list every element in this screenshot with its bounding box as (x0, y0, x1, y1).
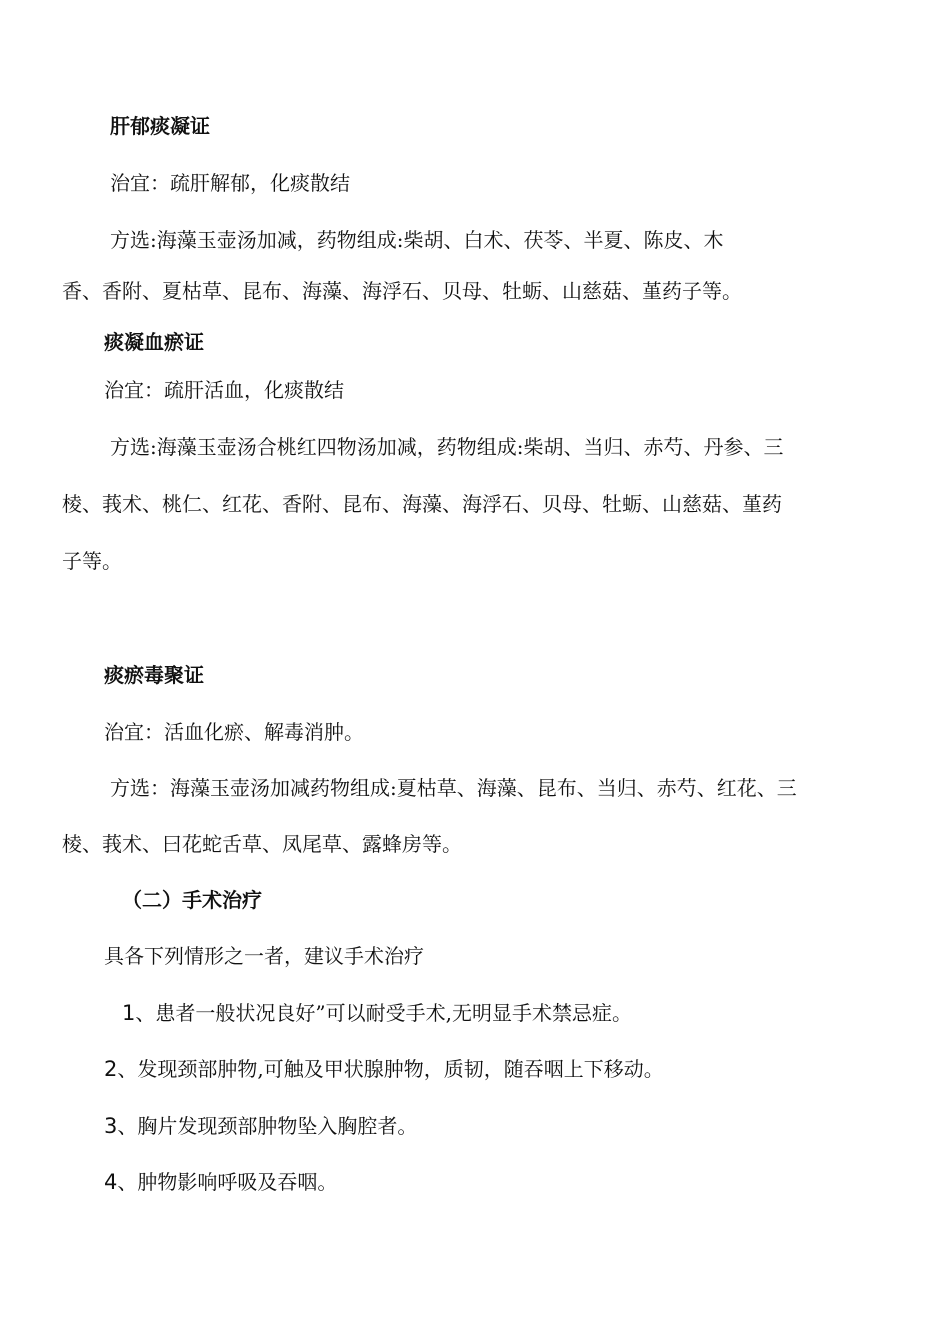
prescription-line: 棱、莪术、曰花蛇舌草、凤尾草、露蜂房等。 (62, 832, 462, 856)
list-item (104, 1055, 664, 1083)
prescription-line: 方选：海藻玉壶汤加减药物组成:夏枯草、海藻、昆布、当归、赤芍、红花、三 (110, 776, 797, 800)
surgery-intro: 具各下列情形之一者，建议手术治疗 (104, 944, 424, 968)
list-item-number: 2 (104, 1057, 118, 1081)
list-item-number: 4 (104, 1170, 118, 1194)
treatment-principle: 治宜：活血化瘀、解毒消肿。 (104, 720, 364, 744)
prescription-line: 方选:海藻玉壶汤合桃红四物汤加减，药物组成:柴胡、当归、赤芍、丹参、三 (110, 435, 784, 459)
prescription-line: 方选:海藻玉壶汤加减，药物组成:柴胡、白术、茯苓、半夏、陈皮、木 (110, 228, 724, 252)
subsection-heading: （二）手术治疗 (122, 888, 262, 912)
section-heading: 肝郁痰凝证 (110, 114, 210, 138)
list-item (104, 1168, 337, 1196)
prescription-line: 子等。 (62, 549, 122, 573)
prescription-line: 香、香附、夏枯草、昆布、海藻、海浮石、贝母、牡蛎、山慈菇、堇药子等。 (62, 279, 742, 303)
section-heading: 痰凝血瘀证 (104, 330, 204, 354)
list-item-number: 3 (104, 1114, 118, 1138)
list-item-text: 、发现颈部肿物,可触及甲状腺肿物，质韧，随吞咽上下移动。 (117, 1057, 664, 1081)
list-item-text: 、患者一般状况良好”可以耐受手术,无明显手术禁忌症。 (135, 1001, 632, 1025)
treatment-principle: 治宜：疏肝解郁，化痰散结 (110, 171, 350, 195)
list-item (104, 1112, 417, 1140)
list-item-text: 、肿物影响呼吸及吞咽。 (117, 1170, 338, 1194)
section-heading: 痰瘀毒聚证 (104, 663, 204, 687)
prescription-line: 棱、莪术、桃仁、红花、香附、昆布、海藻、海浮石、贝母、牡蛎、山慈菇、堇药 (62, 492, 782, 516)
list-item (122, 999, 632, 1027)
list-item-text: 、胸片发现颈部肿物坠入胸腔者。 (117, 1114, 418, 1138)
list-item-number: 1 (122, 1001, 136, 1025)
treatment-principle: 治宜：疏肝活血，化痰散结 (104, 378, 344, 402)
